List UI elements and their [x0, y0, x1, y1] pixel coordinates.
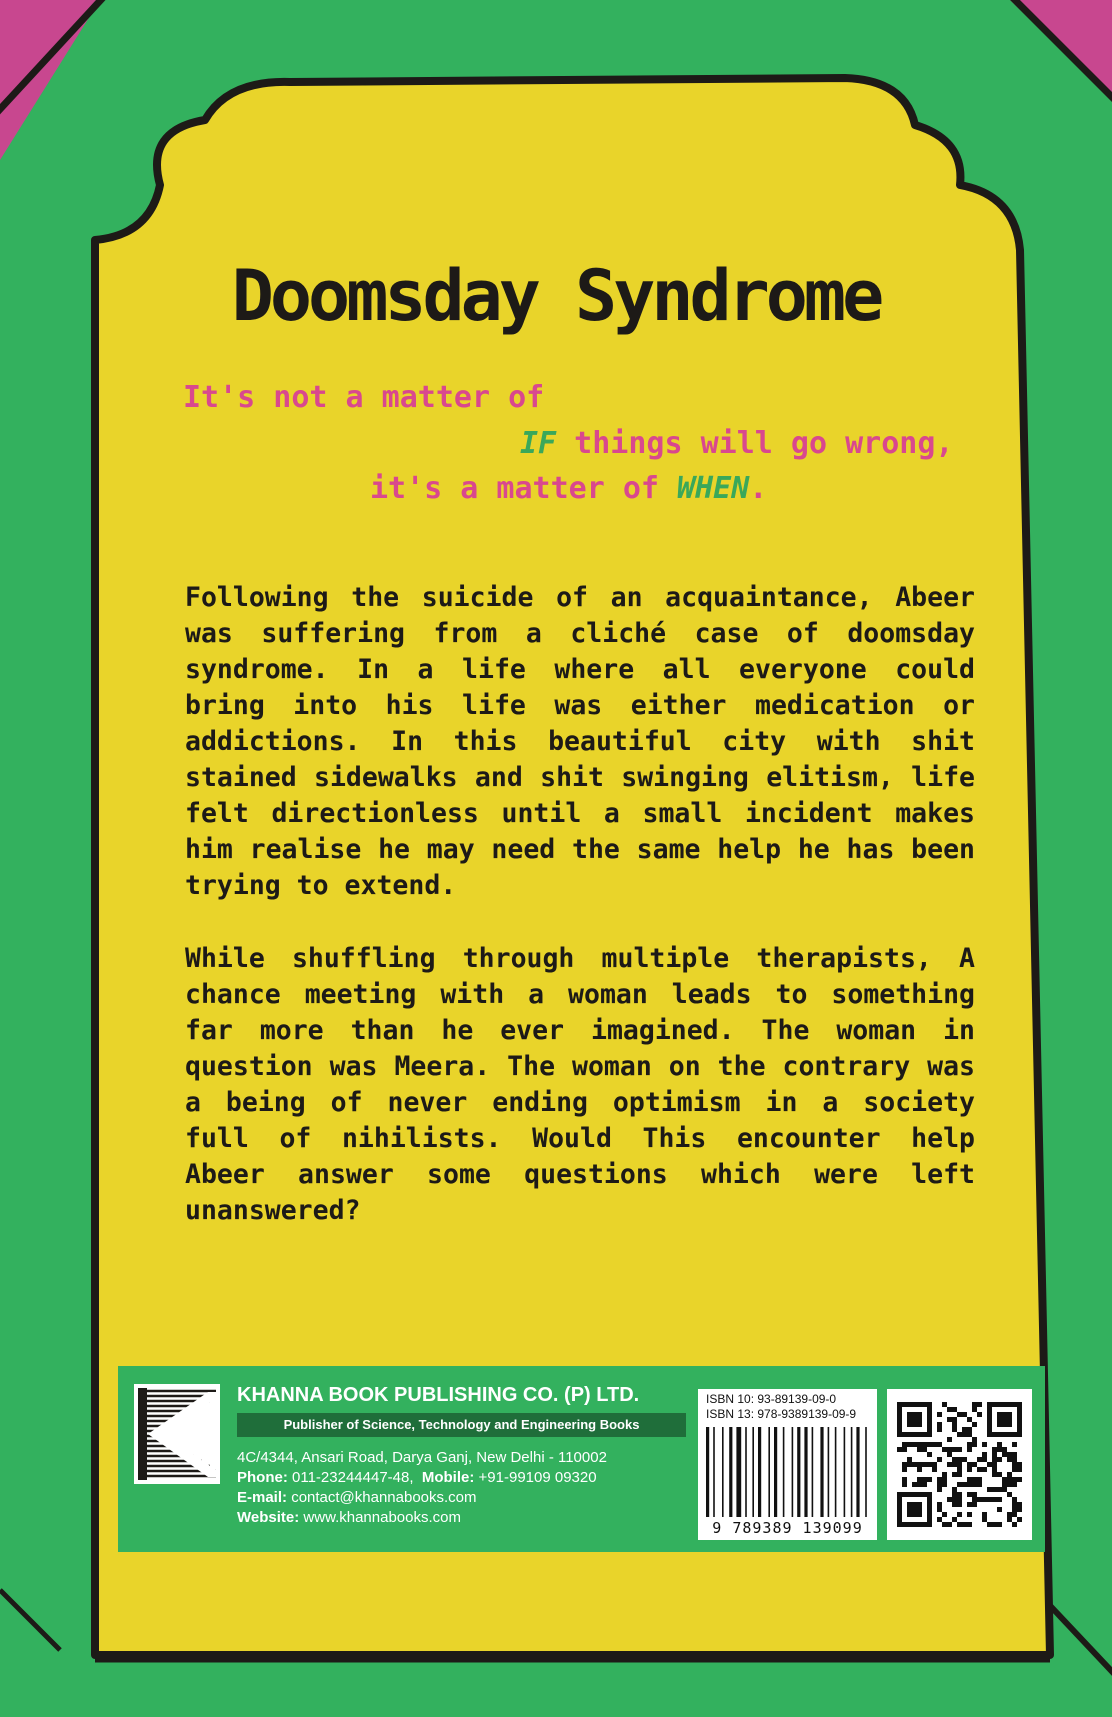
publisher-name: KHANNA BOOK PUBLISHING CO. (P) LTD.	[237, 1384, 640, 1406]
blurb-paragraph-1: Following the suicide of an acquaintance, Abeer was suffering from a cliché case of doomsday syndrome. In a life where all everyone could bring into his life was either medication or addictions. In this beautiful city with shit stained sidewalks and shit swinging elitism, life felt directionless until a small incident makes him realise he may need the same help he has been trying to extend.	[185, 582, 975, 901]
qr-code-icon	[887, 1389, 1032, 1540]
blurb-paragraph-2: While shuffling through multiple therapists, A chance meeting with a woman leads to something far more than he ever imagined. The woman in question was Meera. The woman on the contrary was a being of never ending optimism in a society full of nihilists. Would This encounter help Abeer answer some questions which were left unanswered?	[185, 943, 975, 1226]
isbn-10: ISBN 10: 93-89139-09-0	[706, 1392, 837, 1406]
barcode-digits: 9 789389 139099	[712, 1519, 863, 1537]
tagline-when-highlight: WHEN	[677, 471, 750, 506]
publisher-phone-line: Phone: 011-23244447-48, Mobile: +91-99109 09320	[237, 1469, 597, 1486]
book-title: Doomsday Syndrome	[231, 255, 881, 337]
publisher-panel	[118, 1366, 1045, 1552]
publisher-website-line: Website: www.khannabooks.com	[237, 1509, 461, 1526]
tagline-line-3: it's a matter of WHEN.	[370, 471, 768, 506]
tagline-line-2: IF things will go wrong,	[520, 426, 954, 461]
isbn-barcode	[698, 1389, 877, 1540]
isbn-13: ISBN 13: 978-9389139-09-9	[706, 1407, 857, 1421]
publisher-email-line: E-mail: contact@khannabooks.com	[237, 1489, 477, 1506]
tagline-if-highlight: IF	[520, 426, 557, 461]
barcode-bars-icon	[706, 1427, 869, 1519]
publisher-address: 4C/4344, Ansari Road, Darya Ganj, New Delhi - 110002	[237, 1449, 607, 1466]
publisher-tagline: Publisher of Science, Technology and Engineering Books	[237, 1413, 686, 1437]
tagline-line-1: It's not a matter of	[183, 380, 545, 415]
khanna-logo-icon	[134, 1384, 220, 1484]
publisher-contact	[237, 1448, 607, 1528]
